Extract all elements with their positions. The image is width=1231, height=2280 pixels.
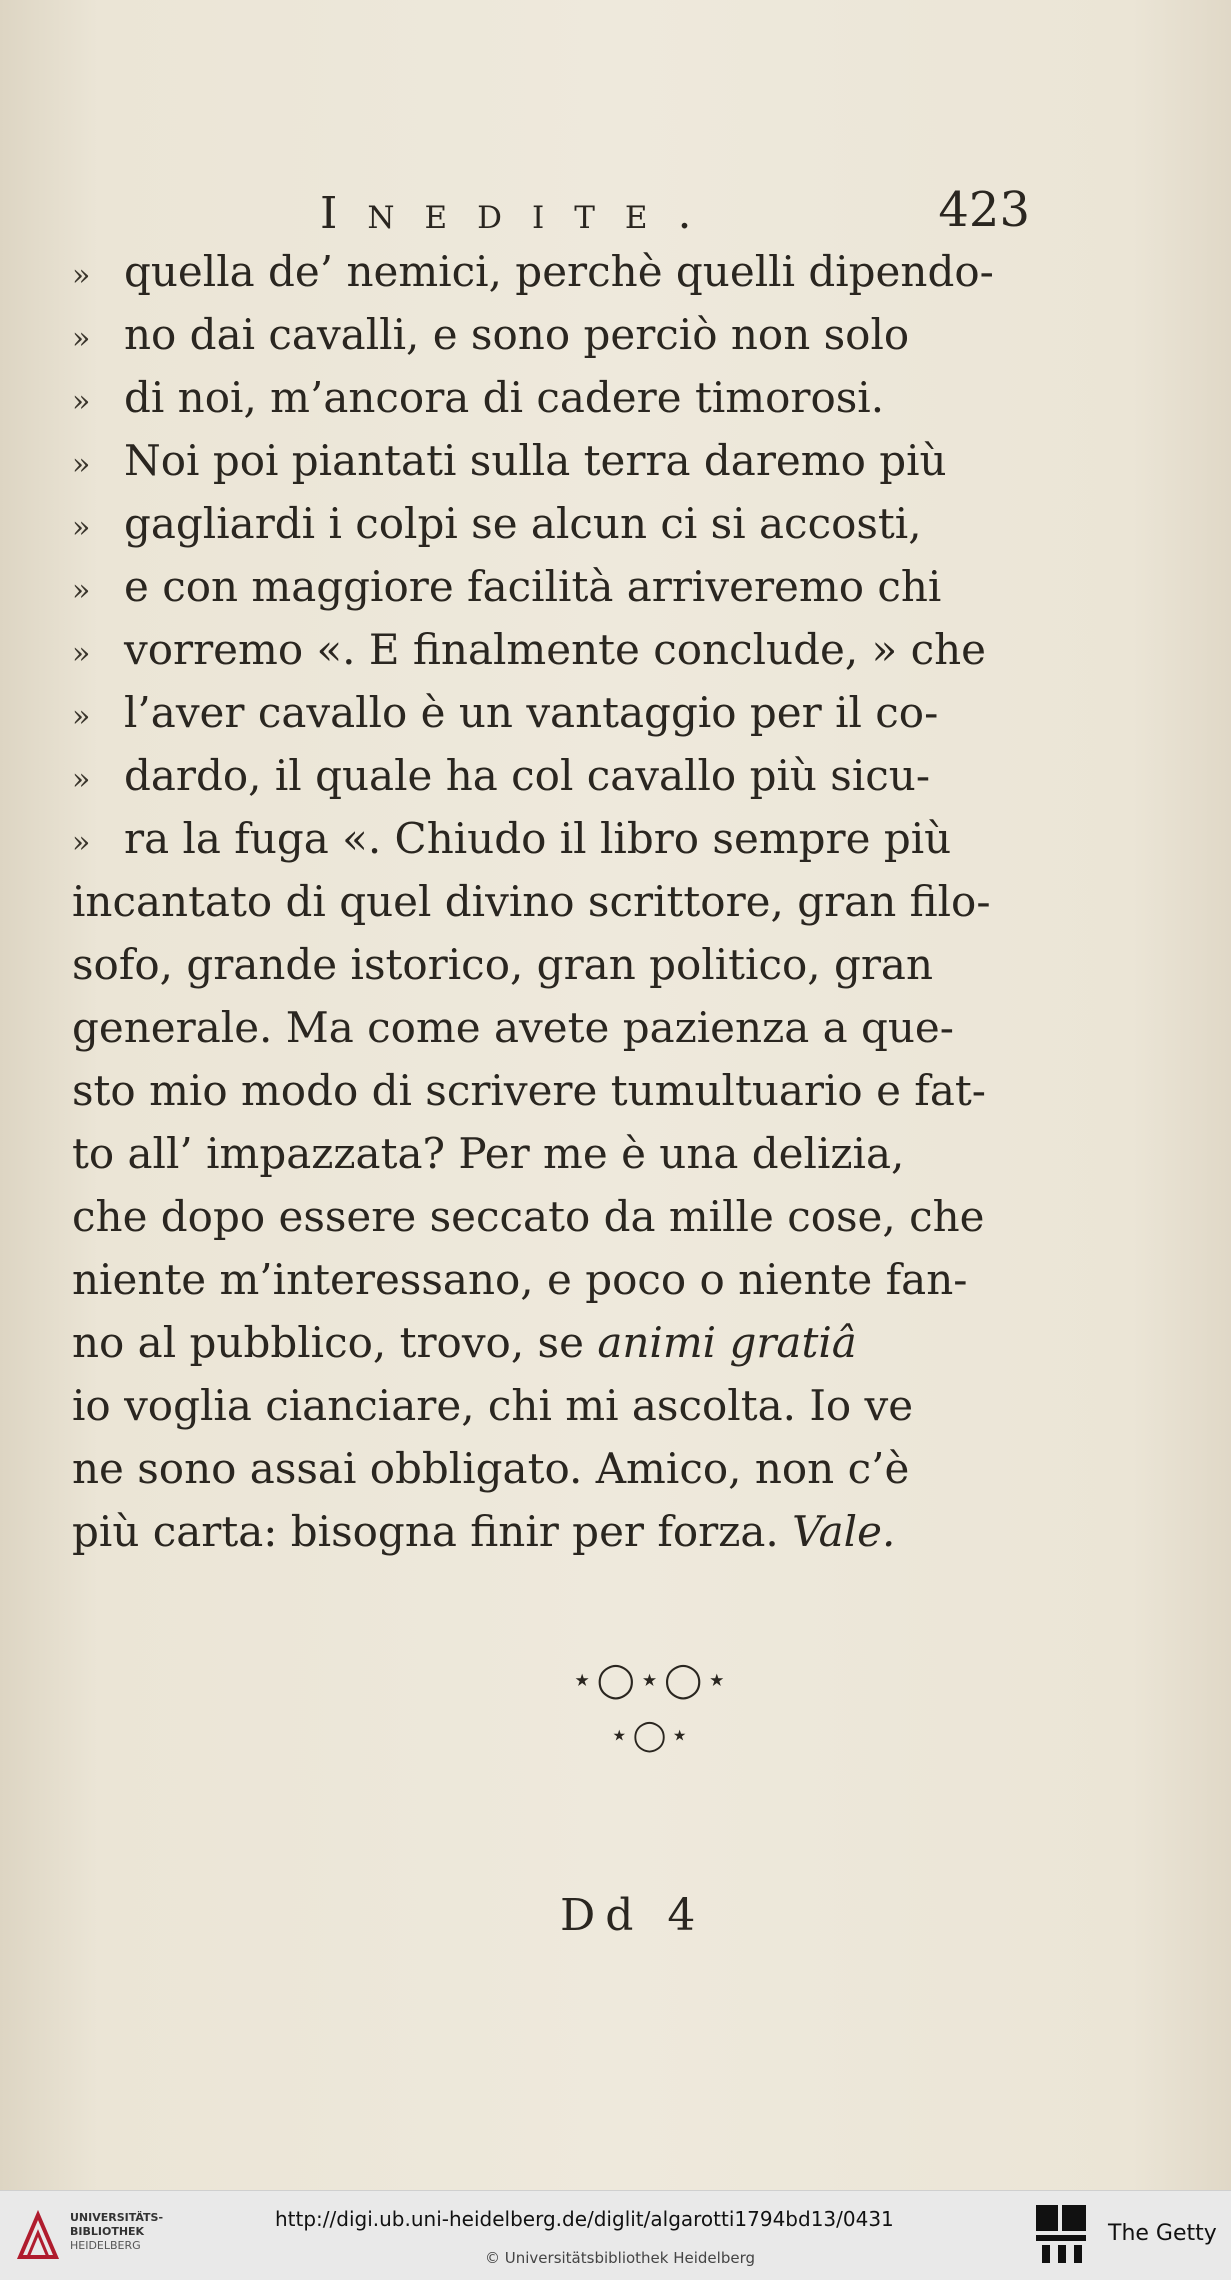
page-header	[320, 182, 1030, 248]
text-line: più carta: bisogna finir per forza. Vale.	[72, 1507, 896, 1556]
footer-bar	[0, 2190, 1231, 2280]
text-line: » vorremo «. E finalmente conclude, » che	[72, 625, 987, 674]
text-line: » dardo, il quale ha col cavallo più sicu-	[72, 751, 931, 800]
closing-word: Vale.	[792, 1507, 896, 1556]
text-line: » quella de’ nemici, perchè quelli dipendo-	[72, 247, 994, 296]
text-line: no al pubblico, trovo, se animi gratiâ	[72, 1318, 857, 1367]
text-line: » l’aver cavallo è un vantaggio per il co-	[72, 688, 939, 737]
text-line: » di noi, m’ancora di cadere timorosi.	[72, 373, 885, 422]
text-line: niente m’interessano, e poco o niente fan-	[72, 1255, 968, 1304]
text-line: che dopo essere seccato da mille cose, che	[72, 1192, 985, 1241]
text-line: sto mio modo di scrivere tumultuario e fat-	[72, 1066, 986, 1115]
library-logo-icon	[14, 2207, 62, 2267]
signature-mark: Dd 4	[560, 1890, 706, 1941]
text-line: » e con maggiore facilità arriveremo chi	[72, 562, 942, 611]
text-line: io voglia cianciare, chi mi ascolta. Io ve	[72, 1381, 914, 1430]
text-line: sofo, grande istorico, gran politico, gran	[72, 940, 933, 989]
running-title: Inedite.	[320, 188, 722, 239]
source-url-link[interactable]: http://digi.ub.uni-heidelberg.de/diglit/algarotti1794bd13/0431	[275, 2207, 894, 2231]
ornament-row-2: ⋆◯⋆	[609, 1718, 694, 1753]
partner-name: The Getty	[1108, 2221, 1217, 2246]
library-name: UNIVERSITÄTS- BIBLIOTHEK HEIDELBERG	[70, 2211, 164, 2252]
text-line: to all’ impazzata? Per me è una delizia,	[72, 1129, 905, 1178]
page-number: 423	[938, 182, 1030, 238]
text-line: generale. Ma come avete pazienza a que-	[72, 1003, 954, 1052]
text-line: incantato di quel divino scrittore, gran filo-	[72, 877, 991, 926]
ornament-row-1: ⋆◯⋆◯⋆	[571, 1660, 732, 1700]
body-text	[72, 240, 1032, 1563]
text-line: » no dai cavalli, e sono perciò non solo	[72, 310, 910, 359]
text-line: ne sono assai obbligato. Amico, non c’è	[72, 1444, 910, 1493]
text-line: » gagliardi i colpi se alcun ci si accosti,	[72, 499, 922, 548]
italic-phrase: animi gratiâ	[597, 1318, 857, 1367]
text-line: » ra la fuga «. Chiudo il libro sempre più	[72, 814, 952, 863]
text-line: » Noi poi piantati sulla terra daremo più	[72, 436, 947, 485]
copyright-text: © Universitätsbibliothek Heidelberg	[485, 2249, 756, 2267]
getty-logo-icon	[1036, 2205, 1086, 2263]
